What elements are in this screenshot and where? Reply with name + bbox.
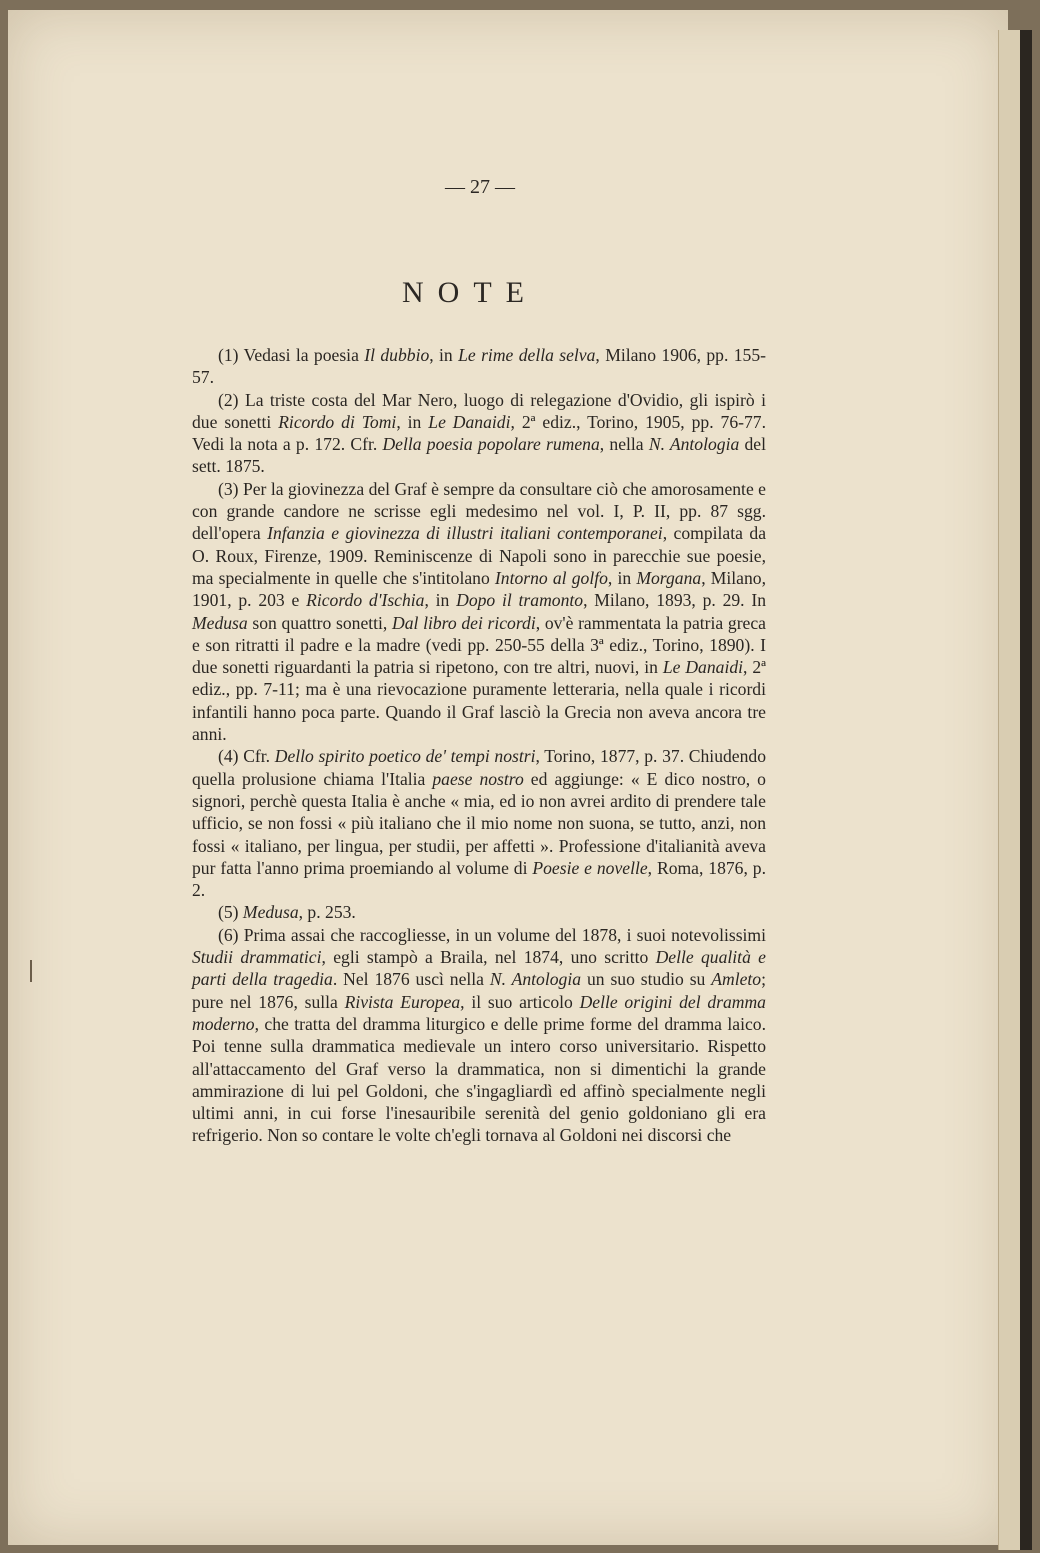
note-text: (5) <box>218 902 243 923</box>
note-text: , egli stampò a Braila, nel 1874, uno scritto <box>321 947 656 968</box>
italic-title: Studii drammatici <box>192 947 322 968</box>
italic-title: Amleto <box>711 969 762 990</box>
note-5 <box>192 901 766 923</box>
italic-title: Rivista Europea <box>344 991 461 1012</box>
note-text: ed aggiunge: « E dico nostro, o signori, perchè questa Italia è anche « mia, ed io non avrei ardito di prendere tale ufficio, se non fossi « più italiano che il mio nome non suona, se tutto, anzi, non fossi « italiano, per lingua, per studii, per affetti ». Professione d'italianità aveva pur fatta l'anno prima proemiando al volume di <box>192 768 766 878</box>
note-text: , Roma, 1876, p. 2. <box>192 857 766 901</box>
italic-title: Delle qualità e parti della tragedia <box>192 947 766 990</box>
note-text: , 2ª ediz., pp. 7-11; ma è una rievocazione puramente letteraria, nella quale i ricordi infantili hanno poca parte. Quando il Graf lasciò la Grecia non aveva ancora tre anni. <box>192 657 766 745</box>
note-text: son quattro sonetti, <box>247 612 393 633</box>
note-text: , che tratta del dramma liturgico e delle prime forme del dramma laico. Poi tenne sulla drammatica medievale un intero corso universitario. Rispetto all'attaccamento del Graf verso la drammatica, non si dimentichi la grande ammirazione di lui pel Goldoni, che s'ingagliardì ed affinò specialmente negli ultimi anni, in cui forse l'inesauribile serenità del genio goldoniano gli era refrigerio. Non so contare le volte ch'egli tornava al Goldoni nei discorsi che <box>192 1013 766 1146</box>
italic-title: N. Antologia <box>648 434 740 455</box>
note-text: , Milano 1906, pp. 155-57. <box>192 345 766 388</box>
note-text: , in <box>424 590 457 611</box>
note-2 <box>192 389 766 478</box>
italic-title: Dello spirito poetico de' tempi nostri <box>274 746 536 767</box>
note-text: , compilata da O. Roux, Firenze, 1909. Reminiscenze di Napoli sono in parecchie sue poesie, ma specialmente in quelle che s'intitolano <box>192 523 767 588</box>
note-text: (4) Cfr. <box>218 746 275 767</box>
note-text: , Milano, 1893, p. 29. In <box>583 590 767 611</box>
note-text: , nella <box>599 434 649 455</box>
italic-title: Intorno al golfo <box>494 567 608 588</box>
italic-title: Morgana <box>636 567 702 588</box>
note-text: , in <box>607 567 637 588</box>
italic-title: paese nostro <box>432 768 524 789</box>
italic-title: Dal libro dei ricordi <box>392 612 536 633</box>
italic-title: Medusa <box>242 902 299 923</box>
binding-shadow <box>1020 30 1032 1550</box>
notes-body <box>192 344 766 1147</box>
italic-title: Le Danaidi <box>662 657 744 678</box>
note-text: , Torino, 1877, p. 37. Chiudendo quella prolusione chiama l'Italia <box>192 746 766 789</box>
note-text: , 2ª ediz., Torino, 1905, pp. 76-77. Vedi la nota a p. 172. Cfr. <box>192 411 766 455</box>
note-text: , il suo articolo <box>460 991 580 1012</box>
page-number: — 27 — <box>445 176 515 198</box>
italic-title: Della poesia popolare rumena <box>382 434 600 455</box>
italic-title: Ricordo d'Ischia <box>306 590 425 611</box>
italic-title: Delle origini del dramma moderno <box>192 991 766 1034</box>
note-1 <box>192 344 766 389</box>
note-text: del sett. 1875. <box>192 434 766 477</box>
note-text: (6) Prima assai che raccogliesse, in un volume del 1878, i suoi notevolissimi <box>218 924 766 945</box>
italic-title: Medusa <box>192 612 248 633</box>
note-text: (3) Per la giovinezza del Graf è sempre da consultare ciò che amorosamente e con grande candore ne scrisse egli medesimo nel vol. I, P. II, pp. 87 sgg. dell'opera <box>192 478 766 544</box>
note-3 <box>192 478 766 746</box>
note-4 <box>192 745 766 901</box>
note-text: , ov'è rammentata la patria greca e son ritratti il padre e la madre (vedi pp. 250-55 della 3ª ediz., Torino, 1890). I due sonetti riguardanti la patria si ripetono, con tre altri, nuovi, in <box>192 612 766 678</box>
notes-heading: NOTE <box>402 276 538 309</box>
note-text: (2) La triste costa del Mar Nero, luogo di relegazione d'Ovidio, gli ispirò i due sonetti <box>192 389 766 432</box>
note-text: ; pure nel 1876, sulla <box>192 969 766 1012</box>
note-text: , in <box>429 345 459 365</box>
italic-title: Il dubbio <box>364 345 430 365</box>
note-text: , Milano, 1901, p. 203 e <box>192 567 766 611</box>
note-text: , in <box>396 411 429 432</box>
note-text: , p. 253. <box>298 902 356 923</box>
note-text: (1) Vedasi la poesia <box>218 345 365 365</box>
italic-title: N. Antologia <box>489 969 582 990</box>
italic-title: Le rime della selva <box>458 345 596 365</box>
note-text: . Nel 1876 uscì nella <box>332 969 490 990</box>
italic-title: Poesie e novelle <box>532 857 648 878</box>
note-6 <box>192 924 766 1147</box>
note-text: un suo studio su <box>581 969 712 990</box>
italic-title: Dopo il tramonto <box>456 590 584 611</box>
gutter-mark <box>30 960 32 982</box>
italic-title: Infanzia e giovinezza di illustri italiani contemporanei <box>267 523 663 544</box>
italic-title: Ricordo di Tomi <box>278 411 397 432</box>
italic-title: Le Danaidi <box>428 411 511 432</box>
